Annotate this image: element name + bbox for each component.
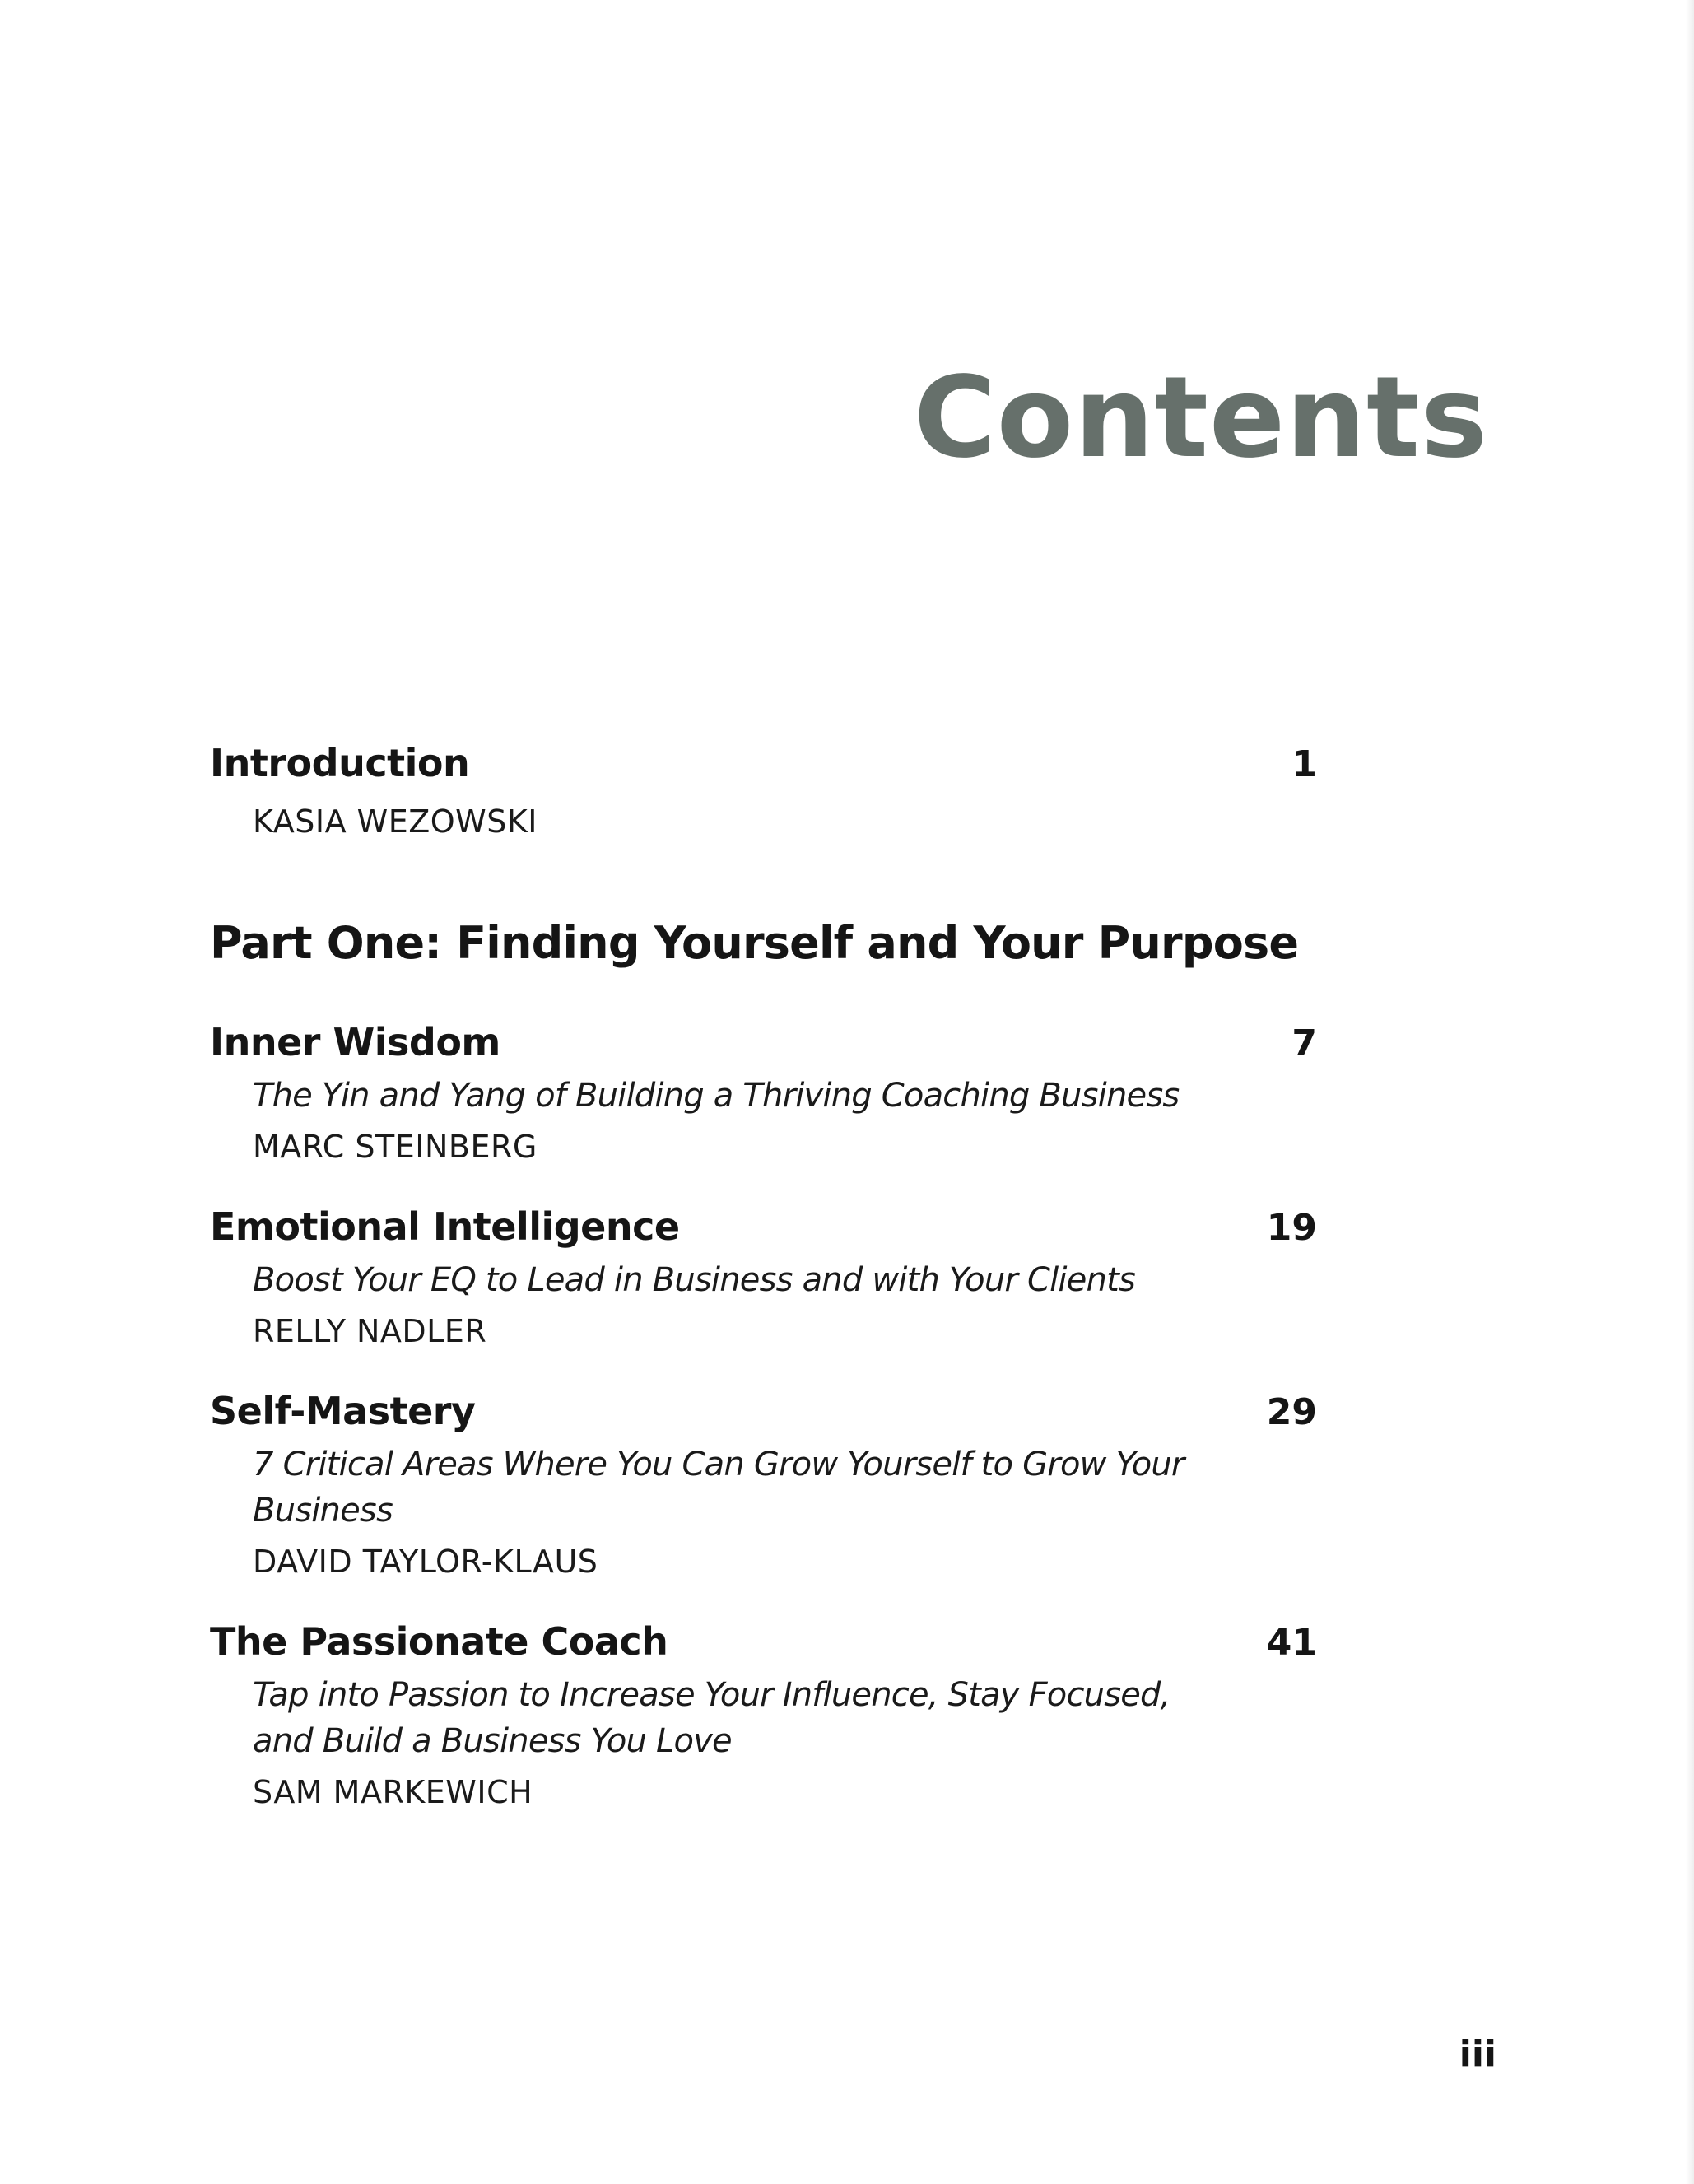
chapter-subtitle: Tap into Passion to Increase Your Influence, Stay Focused, and Build a Business You Love xyxy=(253,1676,1170,1760)
toc-entry-row xyxy=(210,1204,1317,1249)
chapter-subtitle: 7 Critical Areas Where You Can Grow Yourself to Grow Your Business xyxy=(253,1446,1184,1530)
page-number: 41 xyxy=(1266,1622,1317,1664)
chapter-author: MARC STEINBERG xyxy=(253,1129,538,1165)
page-title: Contents xyxy=(913,353,1488,483)
page-number: 29 xyxy=(1266,1391,1317,1433)
toc-entry xyxy=(210,1389,1317,1580)
chapter-title: Inner Wisdom xyxy=(210,1020,500,1064)
page-edge-shadow xyxy=(1686,0,1694,2184)
toc-entry-row xyxy=(210,1020,1317,1064)
chapter-title: The Passionate Coach xyxy=(210,1619,668,1664)
chapter-title: Introduction xyxy=(210,741,470,785)
toc-entry-row xyxy=(210,1389,1317,1433)
chapter-title: Self-Mastery xyxy=(210,1389,476,1433)
chapter-author: DAVID TAYLOR-KLAUS xyxy=(253,1544,598,1580)
toc-entry xyxy=(210,1619,1317,1810)
page-folio: iii xyxy=(1459,2033,1496,2075)
part-heading: Part One: Finding Yourself and Your Purpose xyxy=(210,917,1299,969)
chapter-title: Emotional Intelligence xyxy=(210,1204,680,1249)
page-number: 1 xyxy=(1291,743,1317,785)
chapter-subtitle: Boost Your EQ to Lead in Business and with Your Clients xyxy=(253,1261,1135,1299)
page-number: 19 xyxy=(1266,1207,1317,1249)
toc-entry-introduction xyxy=(210,741,1317,840)
toc-entry xyxy=(210,1020,1317,1165)
chapter-author: RELLY NADLER xyxy=(253,1313,487,1349)
page-number: 7 xyxy=(1291,1022,1317,1064)
table-of-contents xyxy=(210,741,1317,1810)
chapter-subtitle: The Yin and Yang of Building a Thriving Coaching Business xyxy=(253,1077,1180,1115)
chapter-author: KASIA WEZOWSKI xyxy=(253,803,538,840)
toc-entry-row xyxy=(210,741,1317,785)
chapter-author: SAM MARKEWICH xyxy=(253,1774,533,1810)
toc-entry-row xyxy=(210,1619,1317,1664)
toc-entry xyxy=(210,1204,1317,1349)
